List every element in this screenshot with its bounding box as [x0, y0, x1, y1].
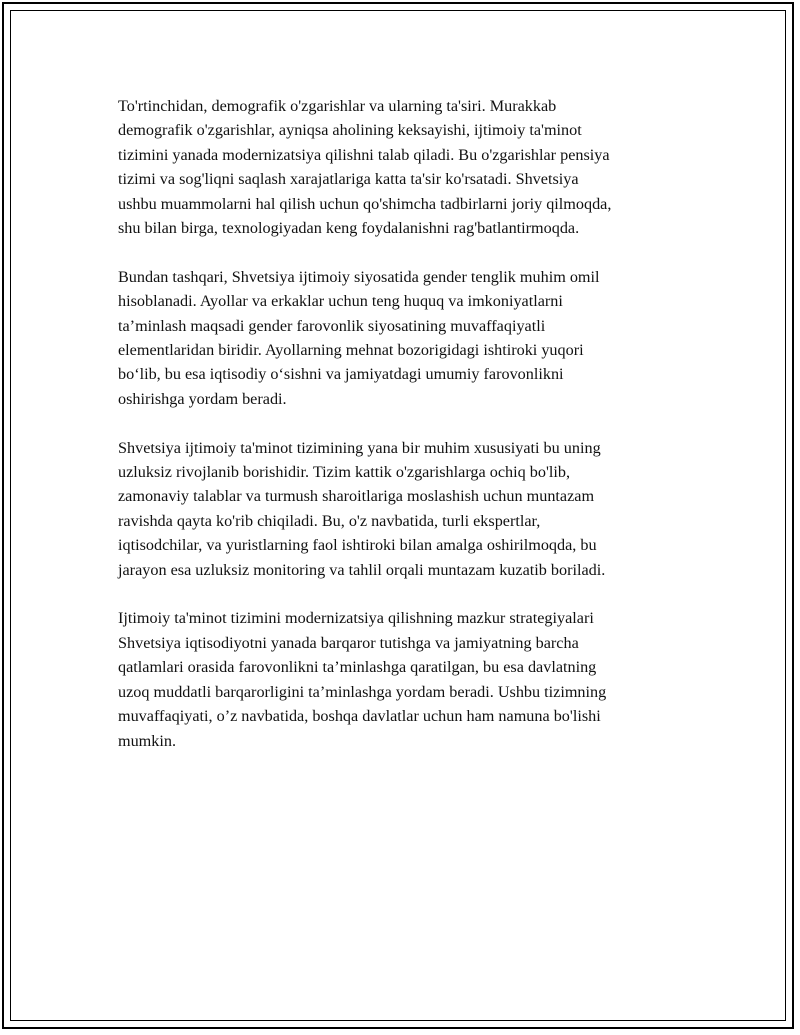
paragraph-continuous-development: Shvetsiya ijtimoiy ta'minot tizimining yana bir muhim xususiyati bu uning uzluksiz rivojlanib borishidir. Tizim kattik o'zgarishlarga ochiq bo'lib, zamonaviy talablar va turmush sharoitlariga moslashish uchun muntazam ravishda qayta ko'rib chiqiladi. Bu, o'z navbatida, turli ekspertlar, iqtisodchilar, va yuristlarning faol ishtiroki bilan amalga oshirilmoqda, bu jarayon esa uzluksiz monitoring va tahlil orqali muntazam kuzatib boriladi.	[118, 438, 606, 579]
paragraph-modernization-strategies: Ijtimoiy ta'minot tizimini modernizatsiya qilishning mazkur strategiyalari Shvetsiya iqtisodiyotni yanada barqaror tutishga va jamiyatning barcha qatlamlari orasida farovonlikni ta’minlashga qaratilgan, bu esa davlatning uzoq muddatli barqarorligini ta’minlashga yordam beradi. Ushbu tizimning muvaffaqiyati, o’z navbatida, boshqa davlatlar uchun ham namuna bo'lishi mumkin.	[118, 609, 607, 750]
document-body	[118, 94, 688, 777]
paragraph-gender-equality: Bundan tashqari, Shvetsiya ijtimoiy siyosatida gender tenglik muhim omil hisoblanadi. Ayollar va erkaklar uchun teng huquq va imkoniyatlarni ta’minlash maqsadi gender farovonlik siyosatining muvaffaqiyatli elementlaridan biridir. Ayollarning mehnat bozorigidagi ishtiroki yuqori bo‘lib, bu esa iqtisodiy o‘sishni va jamiyatdagi umumiy farovonlikni oshirishga yordam beradi.	[118, 267, 600, 408]
paragraph-demographic-changes: To'rtinchidan, demografik o'zgarishlar va ularning ta'siri. Murakkab demografik o'zgarishlar, ayniqsa aholining keksayishi, ijtimoiy ta'minot tizimini yanada modernizatsiya qilishni talab qiladi. Bu o'zgarishlar pensiya tizimi va sog'liqni saqlash xarajatlariga katta ta'sir ko'rsatadi. Shvetsiya ushbu muammolarni hal qilish uchun qo'shimcha tadbirlarni joriy qilmoqda, shu bilan birga, texnologiyadan keng foydalanishni rag'batlantirmoqda.	[118, 97, 612, 238]
